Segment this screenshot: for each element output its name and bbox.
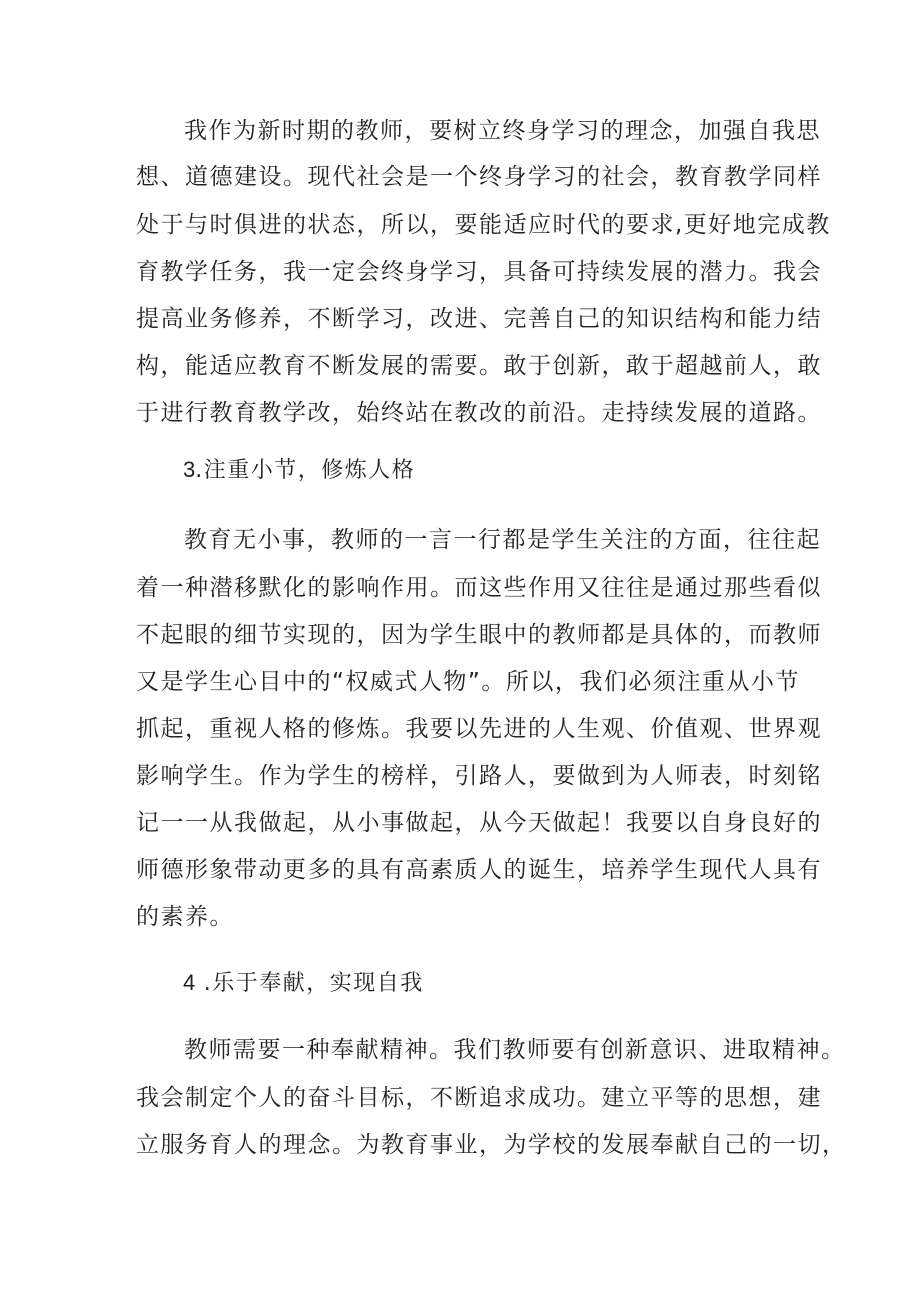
text-line: 影响学生。作为学生的榜样，引路人，要做到为人师表，时刻铭 [136,763,822,789]
text-line: 想、道德建设。现代社会是一个终身学习的社会，教育教学同样 [136,164,822,190]
text-line: 提高业务修养，不断学习，改进、完善自己的知识结构和能力结 [136,306,822,332]
text-line: 我会制定个人的奋斗目标，不断追求成功。建立平等的思想，建 [136,1085,822,1111]
text-line: 不起眼的细节实现的，因为学生眼中的教师都是具体的，而教师 [136,622,822,648]
text-line: 处于与时俱进的状态，所以，要能适应时代的要求,更好地完成教 [136,212,831,238]
text-line: 我作为新时期的教师，要树立终身学习的理念，加强自我思 [184,118,821,144]
text-line: 教师需要一种奉献精神。我们教师要有创新意识、进取精神。 [184,1037,846,1063]
text-line: 着一种潜移默化的影响作用。而这些作用又往往是通过那些看似 [136,575,822,601]
text-line: 抓起，重视人格的修炼。我要以先进的人生观、价值观、世界观 [136,716,822,742]
section-number: 4 [183,970,196,995]
text-line: 教育无小事，教师的一言一行都是学生关注的方面，往往起 [184,527,821,553]
section-heading-3 [183,455,415,486]
text-line: 师德形象带动更多的具有高素质人的诞生，培养学生现代人具有 [136,857,822,883]
section-title: .乐于奉献，实现自我 [195,971,424,996]
text-line: 构，能适应教育不断发展的需要。敢于创新，敢于超越前人，敢 [136,353,822,379]
text-line: 的素养。 [136,904,234,930]
text-line: 育教学任务，我一定会终身学习，具备可持续发展的潜力。我会 [136,259,822,285]
section-heading-4 [183,968,424,999]
text-line: 又是学生心目中的“权威式人物”。所以，我们必须注重从小节 [136,669,800,695]
text-line: 于进行教育教学改，始终站在教改的前沿。走持续发展的道路。 [136,400,822,426]
section-title: .注重小节，修炼人格 [195,458,416,483]
text-line: 记一一从我做起，从小事做起，从今天做起！我要以自身良好的 [136,810,822,836]
section-number: 3 [183,457,196,482]
text-line: 立服务育人的理念。为教育事业，为学校的发展奉献自己的一切， [136,1132,847,1158]
